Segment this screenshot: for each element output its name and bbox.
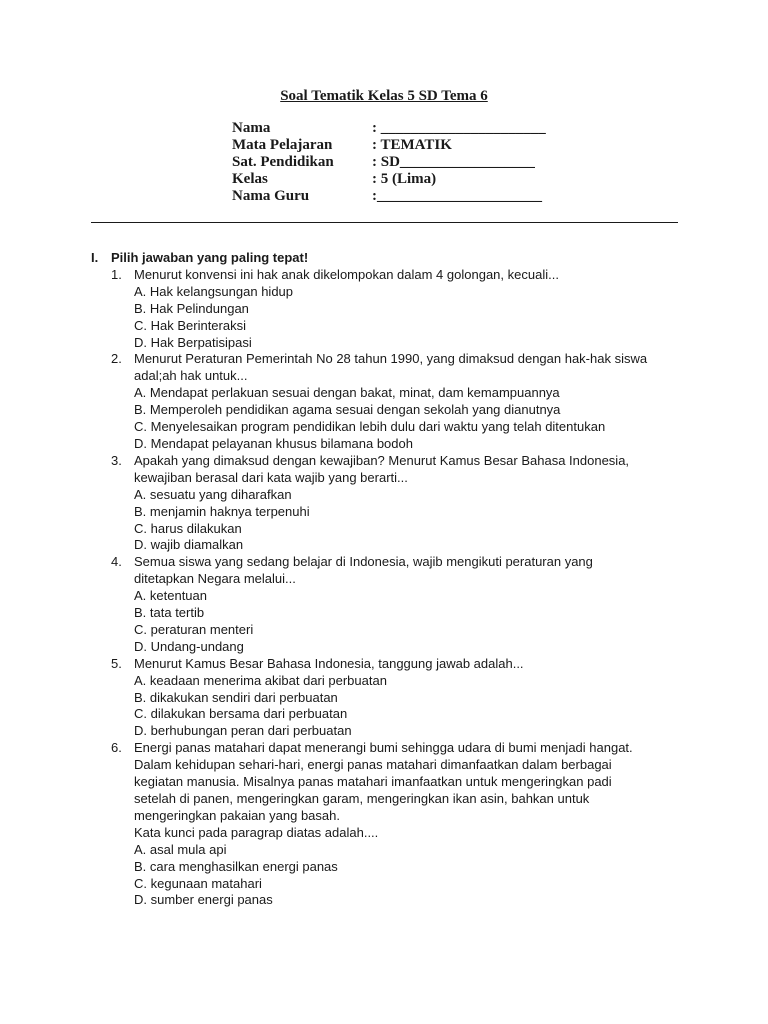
- option-a: A. Hak kelangsungan hidup: [134, 283, 294, 299]
- identity-row-sat-pendidikan: [232, 154, 546, 171]
- identity-value: : TEMATIK: [372, 137, 452, 153]
- option-d: D. wajib diamalkan: [134, 537, 244, 553]
- identity-value: : 5 (Lima): [372, 171, 437, 187]
- question-text: Menurut Kamus Besar Bahasa Indonesia, tanggung jawab adalah...: [134, 655, 524, 671]
- identity-row-nama-guru: [232, 188, 546, 205]
- question-1: [91, 267, 691, 352]
- question-text: setelah di panen, mengeringkan garam, mengeringkan ikan asin, bahkan untuk: [134, 791, 590, 806]
- question-body: [134, 740, 691, 909]
- option-a: A. asal mula api: [134, 841, 227, 857]
- option-b: B. cara menghasilkan energi panas: [134, 858, 338, 874]
- question-body: [134, 351, 691, 452]
- identity-label: Sat. Pendidikan: [232, 154, 334, 170]
- question-body: [134, 656, 691, 741]
- question-text: Menurut Peraturan Pemerintah No 28 tahun 1990, yang dimaksud dengan hak-hak siswa: [134, 351, 648, 367]
- question-text: ditetapkan Negara melalui...: [134, 571, 296, 587]
- question-text: mengeringkan pakaian yang basah.: [134, 807, 340, 823]
- header-divider: [91, 222, 678, 223]
- question-text: kegiatan manusia. Misalnya panas matahari imanfaatkan untuk mengeringkan padi: [134, 774, 612, 790]
- question-3: [91, 453, 691, 554]
- option-d: D. Mendapat pelayanan khusus bilamana bodoh: [134, 435, 413, 451]
- option-c: C. kegunaan matahari: [134, 875, 262, 891]
- question-4: [91, 554, 691, 655]
- question-number: 3.: [111, 452, 122, 468]
- identity-label: Kelas: [232, 171, 268, 187]
- option-b: B. tata tertib: [134, 605, 205, 621]
- question-text: Semua siswa yang sedang belajar di Indonesia, wajib mengikuti peraturan yang: [134, 554, 593, 570]
- question-text: Kata kunci pada paragrap diatas adalah....: [134, 824, 379, 840]
- identity-label: Nama: [232, 120, 271, 136]
- option-c: C. Hak Berinteraksi: [134, 317, 246, 333]
- identity-value: : ______________________: [372, 120, 546, 136]
- option-c: C. Menyelesaikan program pendidikan lebih dulu dari waktu yang telah ditentukan: [134, 419, 606, 435]
- section-instruction: Pilih jawaban yang paling tepat!: [111, 250, 309, 265]
- identity-label: Mata Pelajaran: [232, 137, 333, 153]
- question-number: 2.: [111, 351, 122, 367]
- question-body: [134, 554, 691, 655]
- identity-label: Nama Guru: [232, 188, 310, 204]
- option-b: B. Hak Pelindungan: [134, 300, 249, 316]
- option-d: D. Hak Berpatisipasi: [134, 334, 252, 350]
- option-a: A. ketentuan: [134, 588, 207, 604]
- worksheet-title: Soal Tematik Kelas 5 SD Tema 6: [280, 88, 488, 104]
- question-number: 1.: [111, 266, 122, 282]
- question-text: Menurut konvensi ini hak anak dikelompokan dalam 4 golongan, kecuali...: [134, 266, 559, 282]
- question-text: Energi panas matahari dapat menerangi bumi sehingga udara di bumi menjadi hangat.: [134, 740, 633, 756]
- identity-row-mata-pelajaran: [232, 137, 546, 154]
- question-text: kewajiban berasal dari kata wajib yang berarti...: [134, 469, 408, 485]
- option-a: A. Mendapat perlakuan sesuai dengan bakat, minat, dam kemampuannya: [134, 385, 560, 401]
- option-b: B. Memperoleh pendidikan agama sesuai dengan sekolah yang dianutnya: [134, 402, 561, 418]
- identity-block: [232, 120, 546, 205]
- question-6: [91, 740, 691, 909]
- question-body: [134, 453, 691, 554]
- option-a: A. sesuatu yang diharafkan: [134, 486, 292, 502]
- identity-row-kelas: [232, 171, 546, 188]
- question-body: [134, 267, 691, 352]
- question-number: 4.: [111, 554, 122, 570]
- section-heading: [91, 250, 691, 267]
- question-2: [91, 351, 691, 452]
- option-d: D. sumber energi panas: [134, 892, 273, 908]
- option-c: C. peraturan menteri: [134, 621, 254, 637]
- question-number: 5.: [111, 655, 122, 671]
- identity-row-nama: [232, 120, 546, 137]
- question-number: 6.: [111, 740, 122, 756]
- identity-value: : SD__________________: [372, 154, 535, 170]
- question-text: Apakah yang dimaksud dengan kewajiban? Menurut Kamus Besar Bahasa Indonesia,: [134, 452, 630, 468]
- option-a: A. keadaan menerima akibat dari perbuatan: [134, 672, 387, 688]
- option-b: B. dikakukan sendiri dari perbuatan: [134, 689, 338, 705]
- option-d: D. berhubungan peran dari perbuatan: [134, 723, 352, 739]
- question-section: [91, 250, 691, 909]
- section-number: I.: [91, 250, 99, 265]
- question-5: [91, 656, 691, 741]
- option-b: B. menjamin haknya terpenuhi: [134, 503, 310, 519]
- option-c: C. harus dilakukan: [134, 520, 242, 536]
- option-d: D. Undang-undang: [134, 638, 244, 654]
- identity-value: :______________________: [372, 188, 542, 204]
- option-c: C. dilakukan bersama dari perbuatan: [134, 706, 348, 722]
- question-text: adal;ah hak untuk...: [134, 368, 248, 384]
- question-text: Dalam kehidupan sehari-hari, energi panas matahari dimanfaatkan dalam berbagai: [134, 757, 612, 773]
